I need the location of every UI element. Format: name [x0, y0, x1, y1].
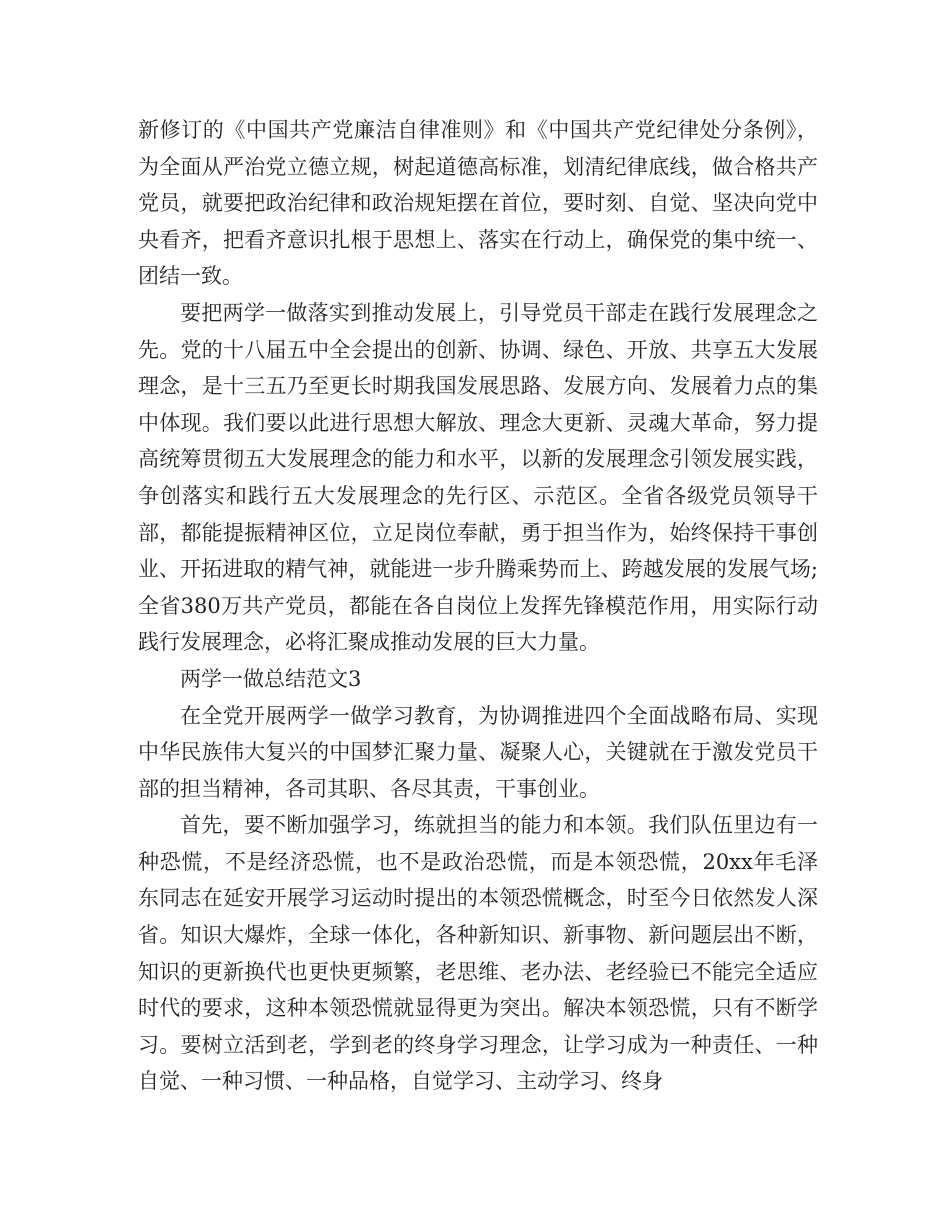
- section-heading: 两学一做总结范文3: [180, 666, 362, 691]
- paragraph-2: 要把两学一做落实到推动发展上，引导党员干部走在践行发展理念之先。党的十八届五中全会提出的创新、协调、绿色、开放、共享五大发展理念，是十三五乃至更长时期我国发展思路、发展方向、发展着力点的集中体现。我们要以此进行思想大解放、理念大更新、灵魂大革命，努力提高统筹贯彻五大发展理念的能力和水平，以新的发展理念引领发展实践，争创落实和践行五大发展理念的先行区、示范区。全省各级党员领导干部，都能提振精神区位，立足岗位奉献，勇于担当作为，始终保持干事创业、开拓进取的精气神，就能进一步升腾乘势而上、跨越发展的发展气场;全省380万共产党员，都能在各自岗位上发挥先锋模范作用，用实际行动践行发展理念，必将汇聚成推动发展的巨大力量。: [138, 300, 818, 655]
- document-body: [138, 112, 818, 1100]
- paragraph-4: 首先，要不断加强学习，练就担当的能力和本领。我们队伍里边有一种恐慌，不是经济恐慌，也不是政治恐慌，而是本领恐慌，20xx年毛泽东同志在延安开展学习运动时提出的本领恐慌概念，时至今日依然发人深省。知识大爆炸，全球一体化，各种新知识、新事物、新问题层出不断，知识的更新换代也更快更频繁，老思维、老办法、老经验已不能完全适应时代的要求，这种本领恐慌就显得更为突出。解决本领恐慌，只有不断学习。要树立活到老，学到老的终身学习理念，让学习成为一种责任、一种自觉、一种习惯、一种品格，自觉学习、主动学习、终身: [138, 813, 818, 1094]
- paragraph-3: 在全党开展两学一做学习教育，为协调推进四个全面战略布局、实现中华民族伟大复兴的中国梦汇聚力量、凝聚人心，关键就在于激发党员干部的担当精神，各司其职、各尽其责，干事创业。: [138, 703, 818, 801]
- paragraph-1: 新修订的《中国共产党廉洁自律准则》和《中国共产党纪律处分条例》，为全面从严治党立德立规，树起道德高标准，划清纪律底线，做合格共产党员，就要把政治纪律和政治规矩摆在首位，要时刻、自觉、坚决向党中央看齐，把看齐意识扎根于思想上、落实在行动上，确保党的集中统一、团结一致。: [138, 118, 818, 289]
